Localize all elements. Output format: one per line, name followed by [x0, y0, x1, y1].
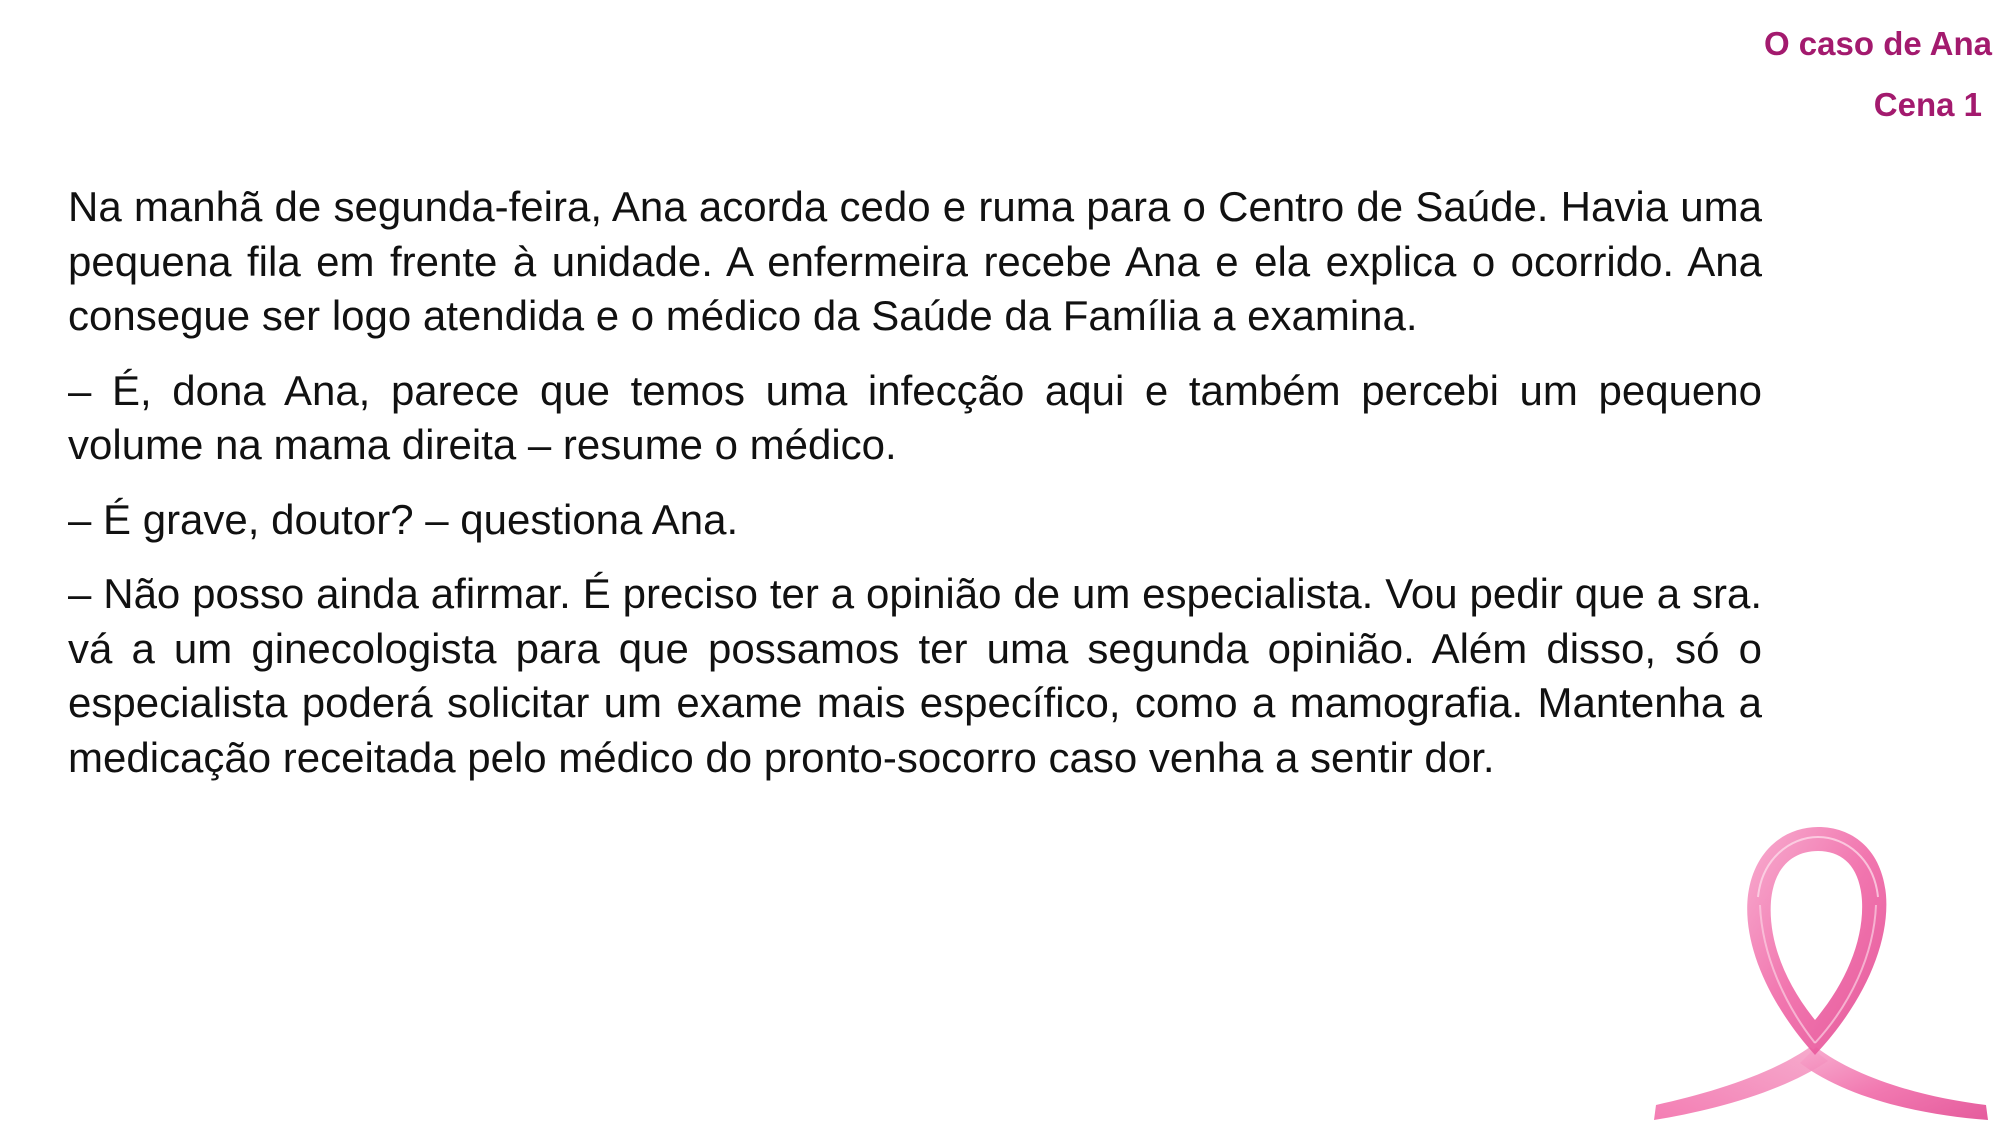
paragraph-ana-question: – É grave, doutor? – questiona Ana. — [68, 495, 739, 543]
paragraph-doctor-answer: – Não posso ainda afirmar. É preciso ter a opinião de um especialista. Vou pedir que a sra. vá a um ginecologista para que possamos ter uma segunda opinião. Além disso, só o especialista poderá solicitar um exame mais específico, como a mamografia. Mantenha a medicação receitada pelo médico do pronto-socorro caso venha a sentir dor. — [68, 570, 1762, 781]
story-text — [68, 180, 1762, 805]
scene-label: Cena 1 — [1873, 86, 1982, 123]
pink-ribbon-icon — [1650, 815, 2000, 1125]
paragraph-doctor-dialogue: – É, dona Ana, parece que temos uma infecção aqui e também percebi um pequeno volume na mama direita – resume o médico. — [68, 366, 1762, 468]
paragraph-intro: Na manhã de segunda-feira, Ana acorda cedo e ruma para o Centro de Saúde. Havia uma pequena fila em frente à unidade. A enfermeira recebe Ana e ela explica o ocorrido. Ana consegue ser logo atendida e o médico da Saúde da Família a examina. — [68, 183, 1762, 339]
case-title: O caso de Ana — [1763, 25, 1992, 62]
